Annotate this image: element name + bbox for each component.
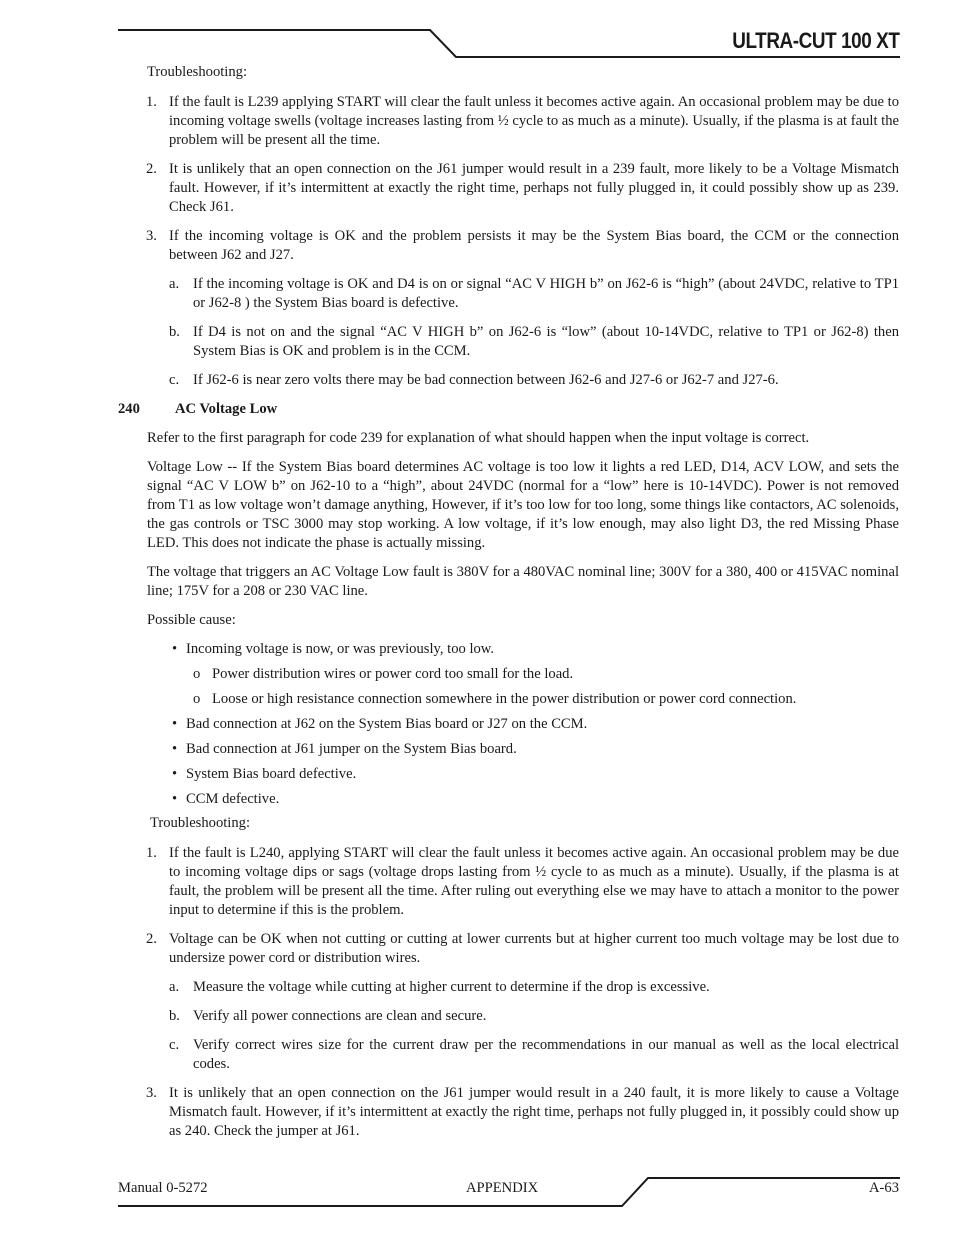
section-title: AC Voltage Low — [175, 401, 278, 417]
list-item: 2. Voltage can be OK when not cutting or cutting at lower currents but at higher current too much voltage may be lost due to undersize power cord or distribution wires. — [146, 931, 899, 966]
sub-bullet-item: o Power distribution wires or power cord too small for the load. — [193, 666, 574, 682]
document-title: ULTRA-CUT 100 XT — [731, 28, 899, 53]
bullet-icon: • — [172, 791, 178, 807]
sub-list-item: b. If D4 is not on and the signal “AC V HIGH b” on J62-6 is “low” (about 10-14VDC, relative to TP1 or J62-8) then System Bias is OK and problem is in the CCM. — [169, 324, 899, 359]
paragraph: Refer to the first paragraph for code 239 for explanation of what should happen when the input voltage is correct. — [147, 430, 810, 446]
page-number: A-63 — [869, 1180, 899, 1196]
list-item: 1. If the fault is L240, applying START will clear the fault unless it becomes active again. An occasional problem may be due to incoming voltage dips or sags (voltage drops lasting from ½ cycle to as much as a minute). Usually, if the plasma is at fault, the problem will be present all the time. After ruling out everything else we may have to attach a monitor to the power input to determine if this is the problem. — [146, 845, 899, 918]
bullet-icon: • — [172, 766, 178, 782]
bullet-icon: • — [172, 741, 178, 757]
sub-list-item: c. If J62-6 is near zero volts there may be bad connection between J62-6 and J27-6 or J62-7 and J27-6. — [169, 372, 779, 388]
sub-bullet-icon: o — [193, 691, 201, 707]
bullet-icon: • — [172, 716, 178, 732]
bullet-item: • Bad connection at J61 jumper on the System Bias board. — [172, 741, 517, 757]
sub-bullet-item: o Loose or high resistance connection somewhere in the power distribution or power cord connection. — [193, 691, 797, 707]
sub-list-item: b. Verify all power connections are clean and secure. — [169, 1008, 487, 1024]
sub-list-item: a. Measure the voltage while cutting at higher current to determine if the drop is excessive. — [169, 979, 710, 995]
sub-list-item: a. If the incoming voltage is OK and D4 is on or signal “AC V HIGH b” on J62-6 is “high” (about 24VDC, relative to TP1 or J62-8 ) the System Bias board is defective. — [169, 276, 899, 311]
bullet-item: • System Bias board defective. — [172, 766, 357, 782]
section-code: 240 — [118, 401, 140, 417]
bullet-item: • Bad connection at J62 on the System Bias board or J27 on the CCM. — [172, 716, 588, 732]
bullet-item: • Incoming voltage is now, or was previously, too low. — [172, 641, 495, 657]
list-item: 3. If the incoming voltage is OK and the problem persists it may be the System Bias board, the CCM or the connection between J62 and J27. — [146, 228, 899, 263]
bullet-item: • CCM defective. — [172, 791, 280, 807]
footer-section: APPENDIX — [466, 1180, 539, 1196]
list-item: 2. It is unlikely that an open connection on the J61 jumper would result in a 239 fault, more likely to be a Voltage Mismatch fault. However, if it’s intermittent at exactly the right time, perhaps not fully plugged in, it could possibly show up as 239. Check J61. — [146, 161, 899, 215]
paragraph: The voltage that triggers an AC Voltage Low fault is 380V for a 480VAC nominal line; 300V for a 380, 400 or 415VAC nominal line; 175V for a 208 or 230 VAC line. — [147, 564, 899, 599]
possible-cause-label: Possible cause: — [147, 612, 236, 628]
troubleshooting-label: Troubleshooting: — [147, 64, 248, 80]
sub-list-item: c. Verify correct wires size for the current draw per the recommendations in our manual as well as the local electrical codes. — [169, 1037, 899, 1072]
manual-number: Manual 0-5272 — [118, 1180, 208, 1196]
list-item: 1. If the fault is L239 applying START will clear the fault unless it becomes active again. An occasional problem may be due to incoming voltage swells (voltage increases lasting from ½ cycle to as much as a minute). Usually, if the plasma is at fault the problem will be present all the time. — [146, 94, 900, 148]
paragraph: Voltage Low -- If the System Bias board determines AC voltage is too low it lights a red LED, D14, ACV LOW, and sets the signal “AC V LOW b” on J62-10 to a “high”, about 24VDC (normal for a “low” here is 10-14VDC). Power is not removed from T1 as low voltage won’t damage anything, However, if it’s too low for too long, some things like contactors, AC solenoids, the gas controls or TSC 3000 may stop working. A low voltage, if it’s low enough, may also light D3, the red Missing Phase LED. This does not indicate the phase is actually missing. — [147, 459, 899, 551]
list-item: 3. It is unlikely that an open connection on the J61 jumper would result in a 240 fault, it is more likely to cause a Voltage Mismatch fault. However, if it’s intermittent at exactly the right time, perhaps not fully plugged in, it possibly could show up as 240. Check the jumper at J61. — [146, 1085, 899, 1139]
troubleshooting-label: Troubleshooting: — [150, 815, 251, 831]
sub-bullet-icon: o — [193, 666, 201, 682]
bullet-icon: • — [172, 641, 178, 657]
